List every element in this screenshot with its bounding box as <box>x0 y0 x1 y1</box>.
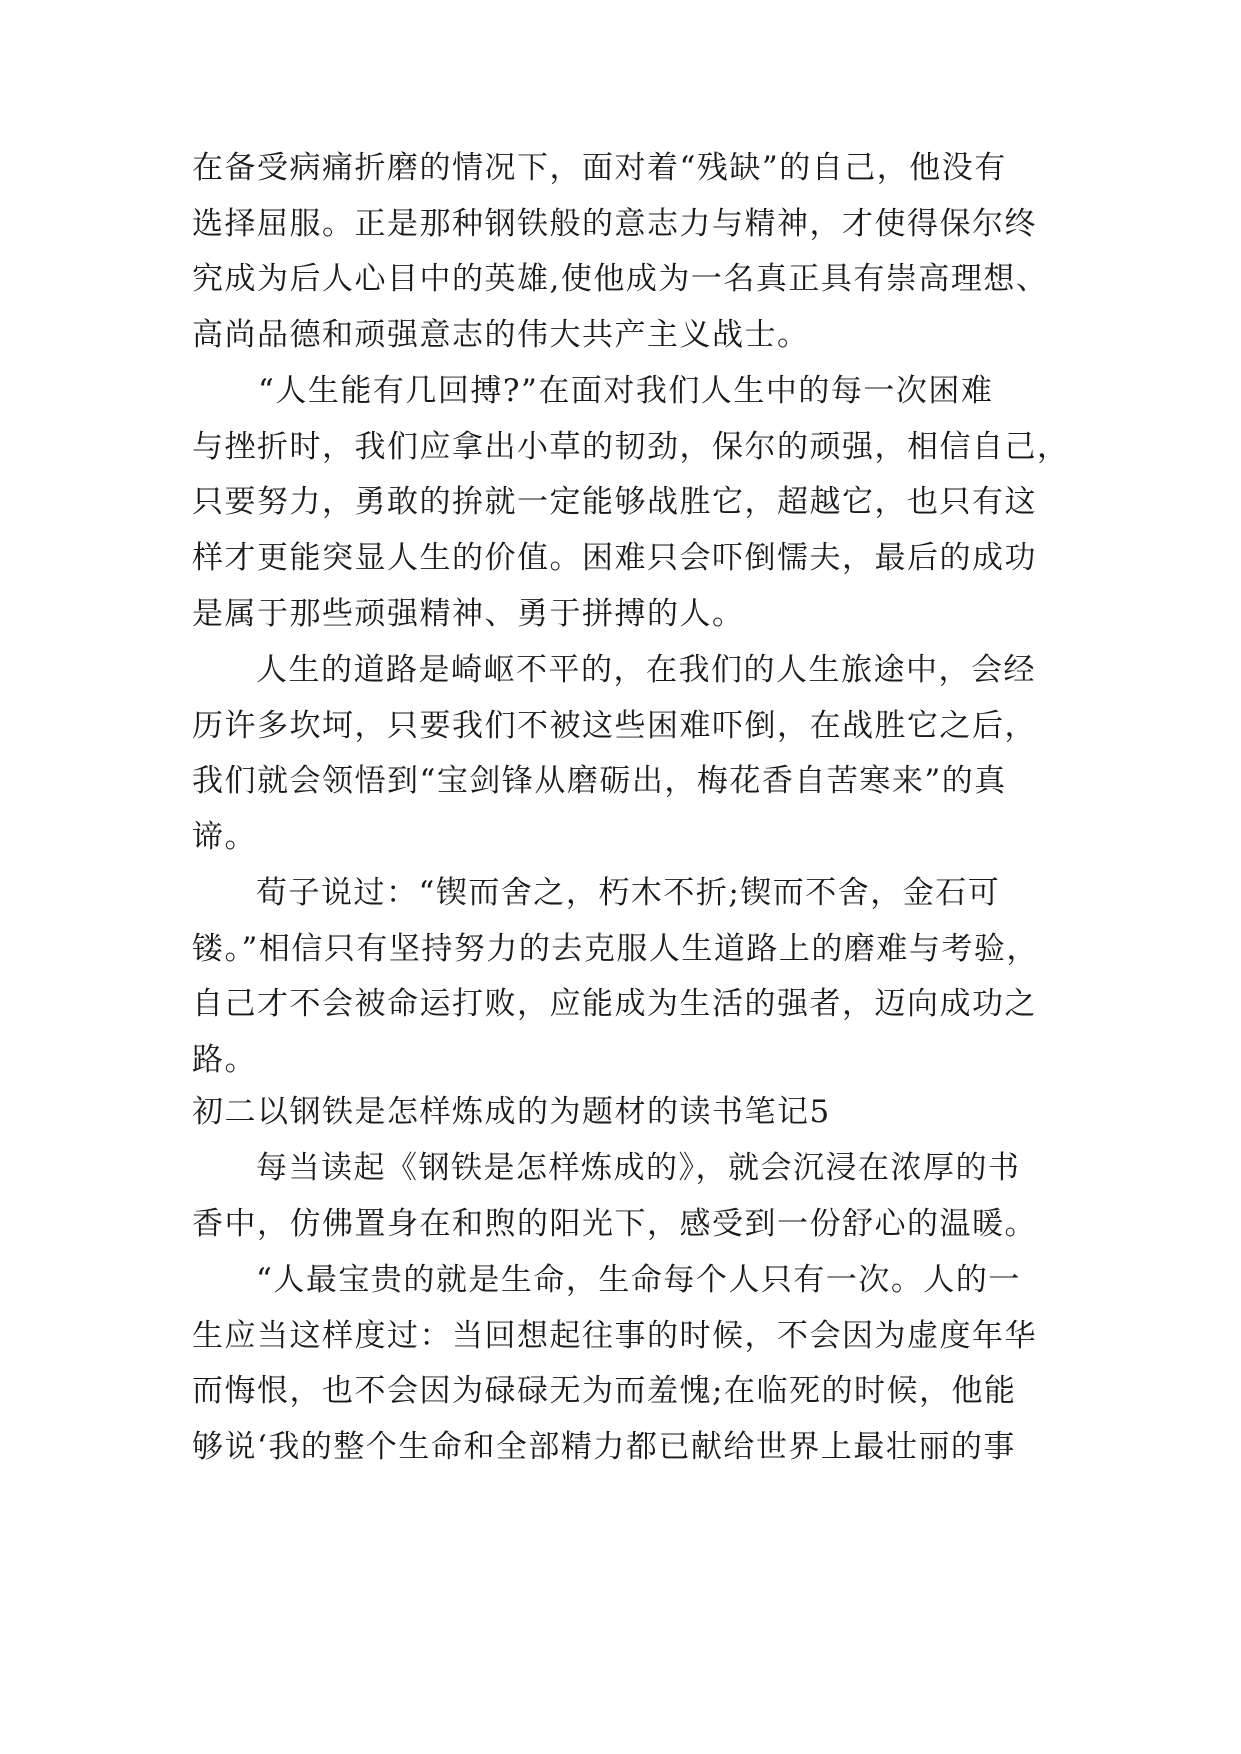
text-line: 究成为后人心目中的英雄,使他成为一名真正具有崇高理想、 <box>192 261 1049 297</box>
text-line: 每当读起《钢铁是怎样炼成的》，就会沉浸在浓厚的书 <box>256 1150 1021 1186</box>
text-line: 在备受病痛折磨的情况下，面对着“残缺”的自己，他没有 <box>192 150 1007 186</box>
text-line: “人生能有几回搏?”在面对我们人生中的每一次困难 <box>258 373 994 409</box>
text-line: 人生的道路是崎岖不平的，在我们的人生旅途中，会经 <box>256 652 1036 688</box>
text-line: 历许多坎坷，只要我们不被这些困难吓倒，在战胜它之后， <box>192 708 1037 744</box>
text-line: 香中，仿佛置身在和煦的阳光下，感受到一份舒心的温暖。 <box>192 1206 1037 1242</box>
section-heading: 初二以钢铁是怎样炼成的为题材的读书笔记5 <box>192 1094 831 1130</box>
text-line: 自己才不会被命运打败，应能成为生活的强者，迈向成功之 <box>192 986 1037 1022</box>
text-line: 是属于那些顽强精神、勇于拼搏的人。 <box>192 596 745 632</box>
text-line: 镂。”相信只有坚持努力的去克服人生道路上的磨难与考验， <box>192 931 1039 967</box>
text-line: 路。 <box>192 1042 257 1078</box>
text-line: 够说‘我的整个生命和全部精力都已献给世界上最壮丽的事 <box>192 1429 1016 1465</box>
text-line: 我们就会领悟到“宝剑锋从磨砺出，梅花香自苦寒来”的真 <box>192 763 1007 799</box>
text-line: 样才更能突显人生的价值。困难只会吓倒懦夫，最后的成功 <box>192 540 1037 576</box>
text-line: 而悔恨，也不会因为碌碌无为而羞愧;在临死的时候，他能 <box>192 1373 1017 1409</box>
text-line: 荀子说过：“锲而舍之，朽木不折;锲而不舍，金石可 <box>256 875 1001 911</box>
text-line: 生应当这样度过：当回想起往事的时候，不会因为虚度年华 <box>192 1318 1037 1354</box>
text-line: “人最宝贵的就是生命，生命每个人只有一次。人的一 <box>256 1262 1021 1298</box>
text-line: 选择屈服。正是那种钢铁般的意志力与精神，才使得保尔终 <box>192 206 1037 242</box>
text-line: 只要努力，勇敢的拚就一定能够战胜它，超越它，也只有这 <box>192 484 1037 520</box>
text-line: 与挫折时，我们应拿出小草的韧劲，保尔的顽强，相信自己， <box>192 429 1070 465</box>
text-line: 谛。 <box>192 819 257 855</box>
text-line: 高尚品德和顽强意志的伟大共产主义战士。 <box>192 317 810 353</box>
